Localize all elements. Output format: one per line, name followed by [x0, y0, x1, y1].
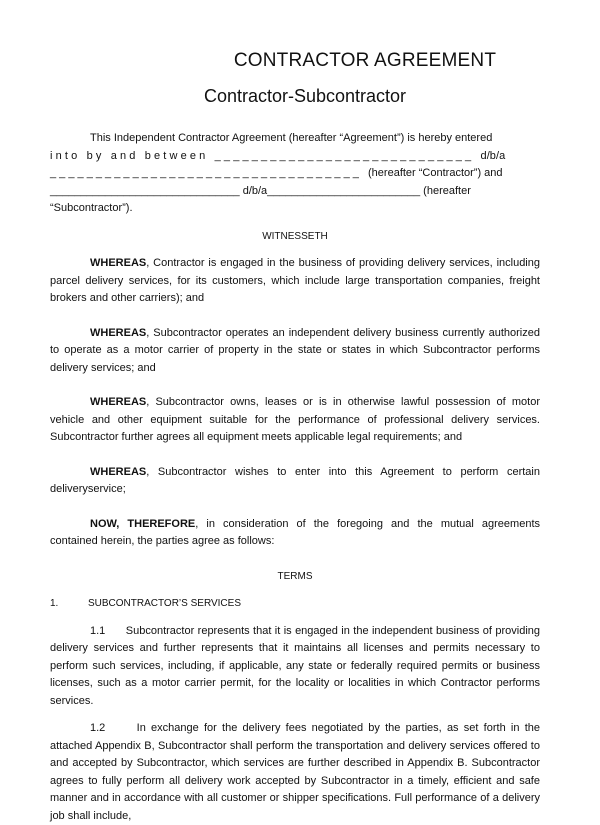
intro-line: This Independent Contractor Agreement (hereafter “Agreement”) is hereby entered: [90, 132, 493, 144]
intro-line: i n t o b y a n d b e t w e e n _ _ _ _ _ _ _ _ _ _ _ _ _ _ _ _ _ _ _ _ _ _ _ _ _ _ _ _ d/b/a: [50, 149, 506, 162]
whereas-clause: WHEREAS, Subcontractor operates an independent delivery business currently authorized to operate as a motor carrier of property in the state or states in which Subcontractor performs delivery services; and: [50, 326, 540, 374]
intro-line: _______________________________ d/b/a_________________________ (hereafter: [50, 184, 471, 197]
whereas-clause: WHEREAS, Subcontractor owns, leases or is in otherwise lawful possession of motor vehicle and other equipment suitable for the performance of professional delivery services. Subcontractor further agrees all equipment meets applicable legal requirements; and: [50, 396, 540, 443]
clause-1-1: 1.1 Subcontractor represents that it is engaged in the independent business of providing delivery services and further represents that it maintains all licenses and permits necessary to perform such services, including, if applicable, any state or federally required permits or business licenses, such as a motor carrier permit, for the locality or localities in which Contractor performs services.: [50, 624, 540, 707]
intro-paragraph: [50, 130, 540, 218]
section-title: SUBCONTRACTOR’S SERVICES: [88, 598, 241, 609]
clause-1-2: 1.2 In exchange for the delivery fees negotiated by the parties, as set forth in the attached Appendix B, Subcontractor shall perform the transportation and delivery services offered to and accepted by Subcontractor, which services are further described in Appendix B. Subcontractor agrees to fully perform all delivery work accepted by Subcontractor in a timely, efficient and safe manner and in accordance with all customer or shipper specifications. Full performance of a delivery job shall include,: [50, 722, 540, 822]
whereas-clause: WHEREAS, Contractor is engaged in the business of providing delivery services, including parcel delivery services, for its customers, which include large transportation companies, freight brokers and other carriers); and: [50, 257, 540, 304]
witnesseth-heading: WITNESSETH: [262, 230, 328, 242]
section-heading: [50, 595, 540, 613]
intro-line: “Subcontractor”).: [50, 202, 133, 214]
intro-line: _ _ _ _ _ _ _ _ _ _ _ _ _ _ _ _ _ _ _ _ _ _ _ _ _ _ _ _ _ _ _ _ _ _ (hereafter “Contractor”) and: [50, 167, 503, 179]
document-body: [50, 130, 540, 825]
document-title: CONTRACTOR AGREEMENT: [233, 50, 497, 71]
terms-heading: TERMS: [277, 570, 313, 582]
document-subtitle: Contractor-Subcontractor: [203, 86, 407, 106]
section-number: 1.: [50, 598, 59, 609]
now-therefore-clause: NOW, THEREFORE, in consideration of the foregoing and the mutual agreements contained herein, the parties agree as follows:: [50, 517, 540, 547]
whereas-clause: WHEREAS, Subcontractor wishes to enter into this Agreement to perform certain deliveryservice;: [50, 465, 540, 495]
